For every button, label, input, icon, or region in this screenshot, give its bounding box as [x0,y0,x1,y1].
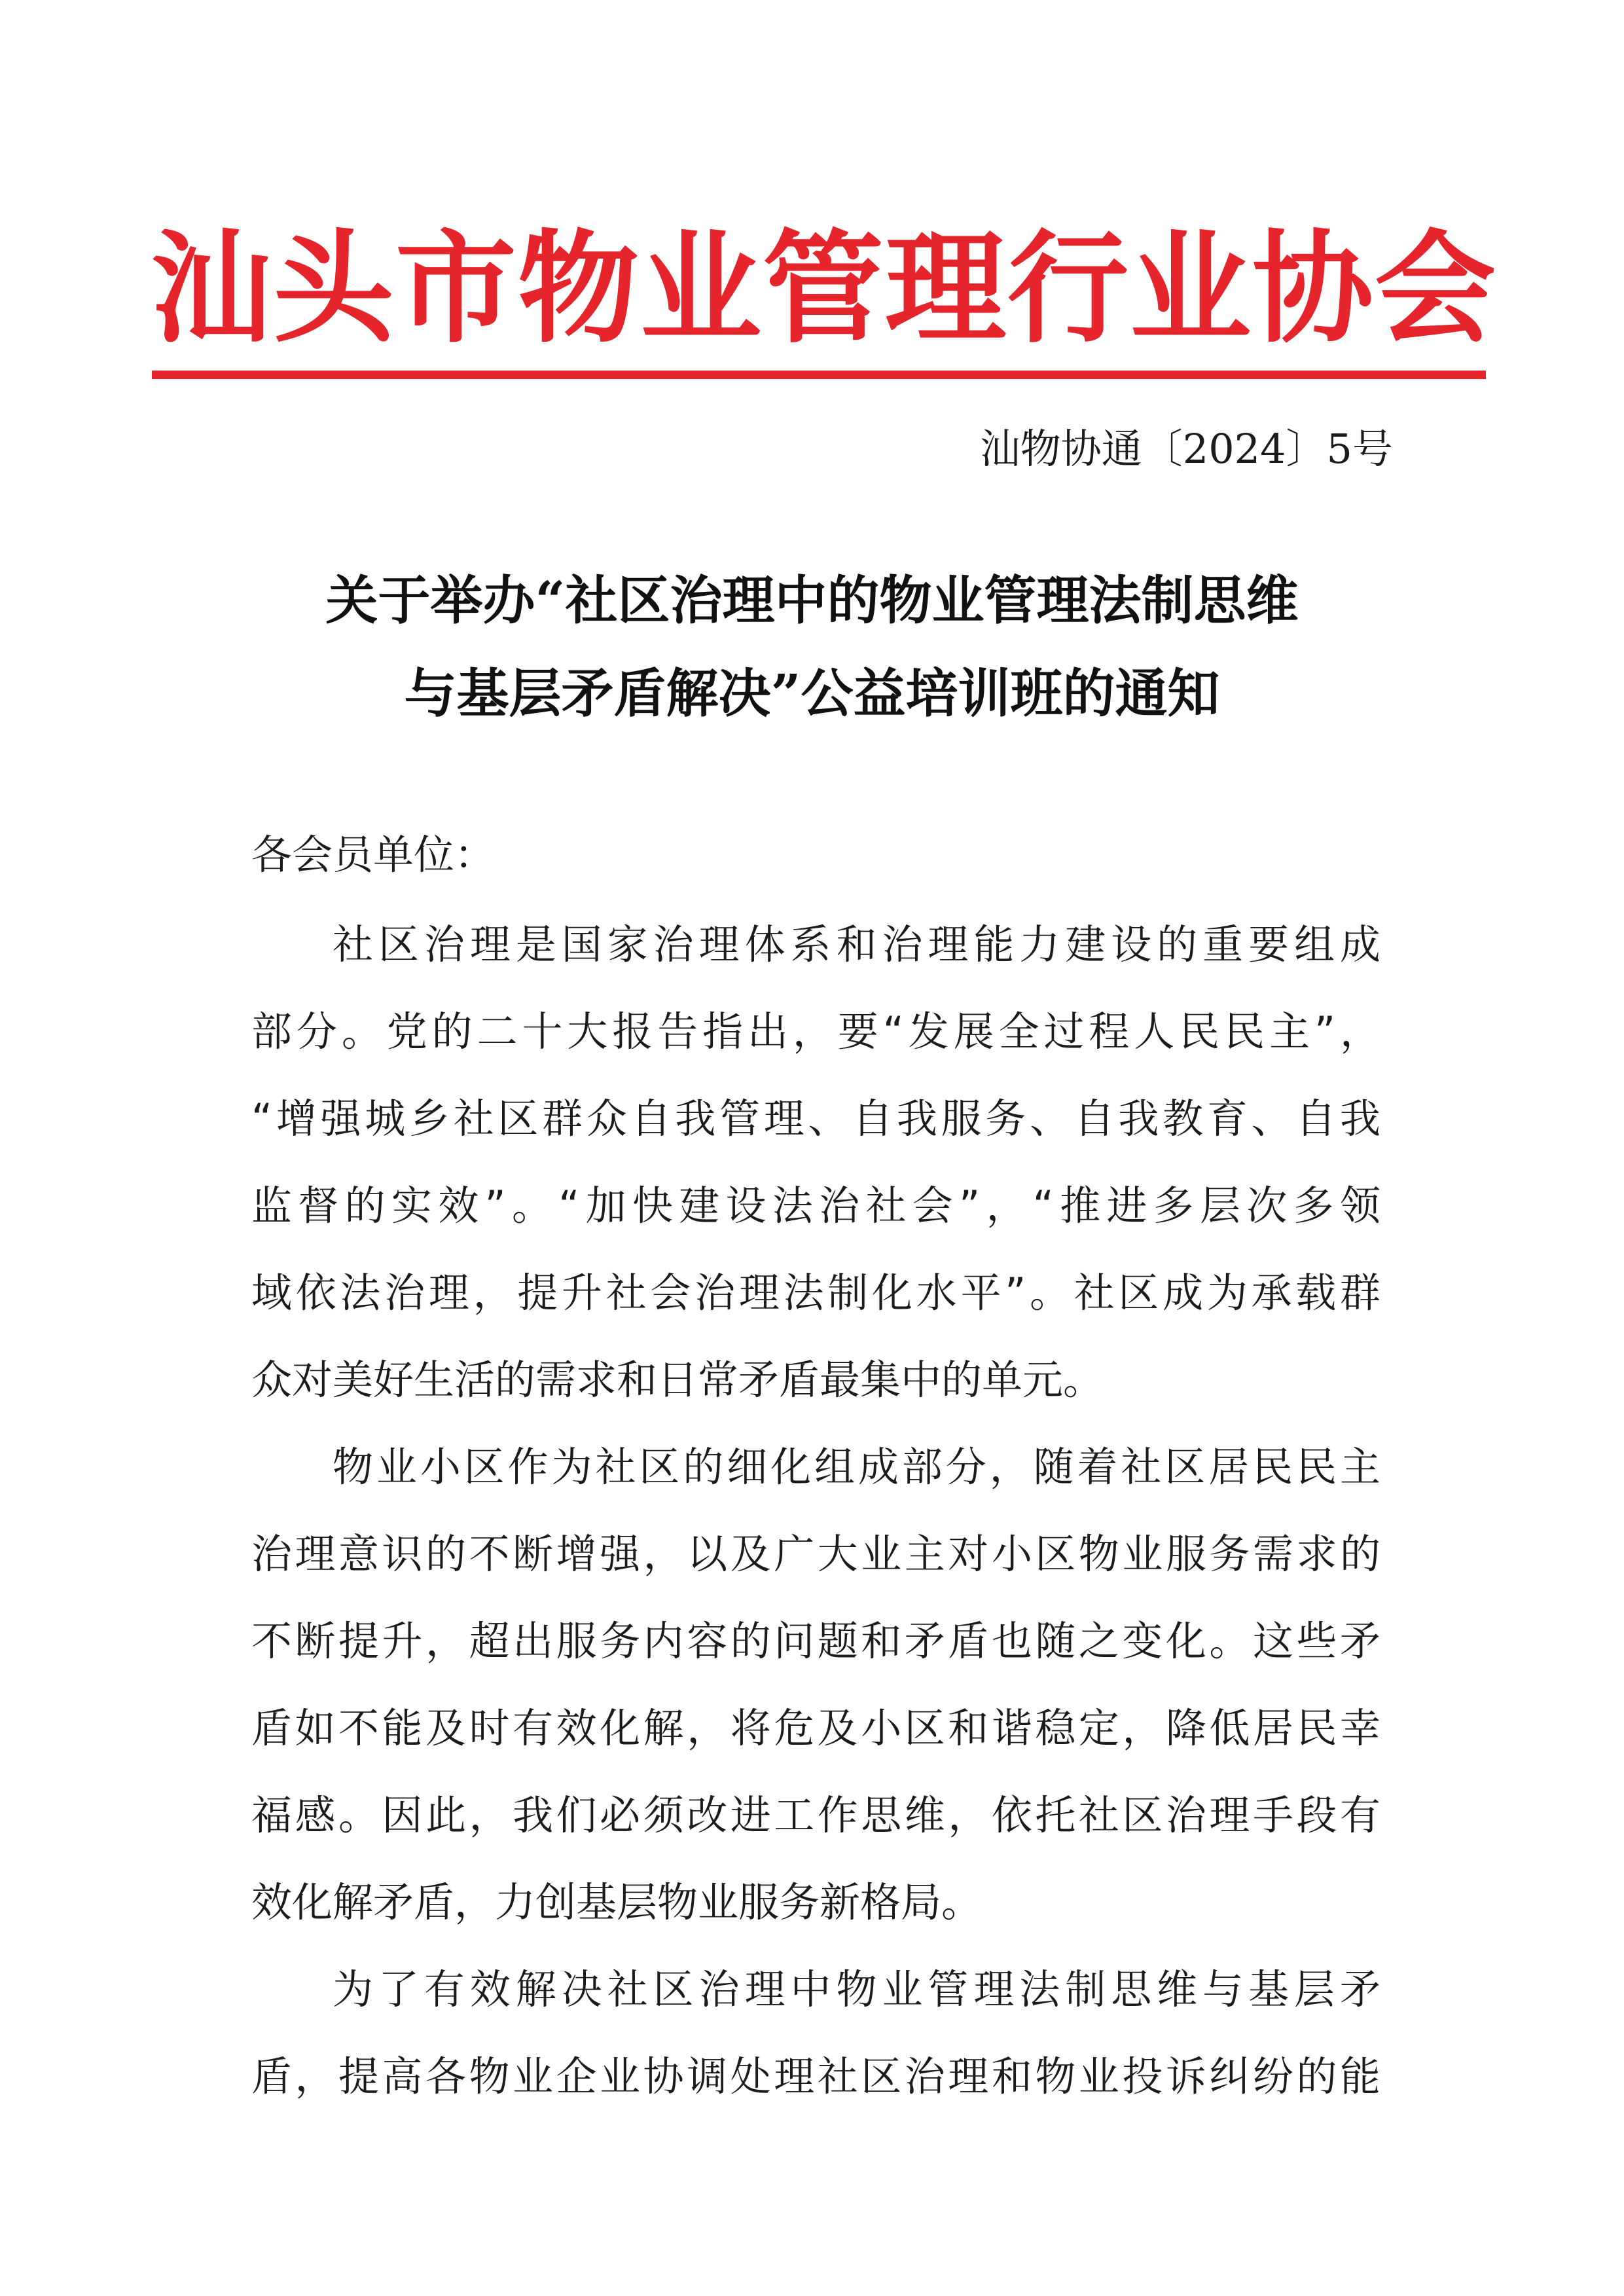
paragraph-1-line-2: 部分。党的二十大报告指出，要“发展全过程人民民主”， [251,1008,1380,1055]
document-number: 汕物协通〔2024〕5号 [979,425,1393,473]
paragraph-3-line-1: 为了有效解决社区治理中物业管理法制思维与基层矛 [333,1965,1380,2013]
paragraph-1-line-1: 社区治理是国家治理体系和治理能力建设的重要组成 [333,920,1380,968]
paragraph-2-line-5: 福感。因此，我们必须改进工作思维，依托社区治理手段有 [251,1791,1380,1839]
paragraph-2-line-3: 不断提升，超出服务内容的问题和矛盾也随之变化。这些矛 [251,1617,1380,1665]
masthead-red-rule [152,371,1486,379]
salutation: 各会员单位： [251,831,496,879]
paragraph-1-line-5: 域依法治理，提升社会治理法制化水平”。社区成为承载群 [251,1269,1380,1317]
paragraph-1-line-3: “增强城乡社区群众自我管理、自我服务、自我教育、自我 [251,1095,1380,1142]
paragraph-1-line-6: 众对美好生活的需求和日常矛盾最集中的单元。 [251,1356,1104,1404]
paragraph-2-line-4: 盾如不能及时有效化解，将危及小区和谐稳定，降低居民幸 [251,1704,1380,1752]
body-text [251,901,1380,2120]
paragraph-2-line-6: 效化解矛盾，力创基层物业服务新格局。 [251,1878,983,1926]
paragraph-2-line-2: 治理意识的不断增强，以及广大业主对小区物业服务需求的 [251,1530,1380,1578]
paragraph-1-line-4: 监督的实效”。“加快建设法治社会”，“推进多层次多领 [251,1182,1380,1230]
notice-title [223,554,1401,740]
notice-title-line-1: 关于举办“社区治理中的物业管理法制思维 [325,570,1299,631]
notice-title-line-2: 与基层矛盾解决”公益培训班的通知 [404,663,1220,724]
masthead-organization-name: 汕头市物业管理行业协会 [151,217,1497,359]
paragraph-3-line-2: 盾，提高各物业企业协调处理社区治理和物业投诉纠纷的能 [251,2052,1380,2100]
paragraph-2-line-1: 物业小区作为社区的细化组成部分，随着社区居民民主 [333,1443,1380,1491]
